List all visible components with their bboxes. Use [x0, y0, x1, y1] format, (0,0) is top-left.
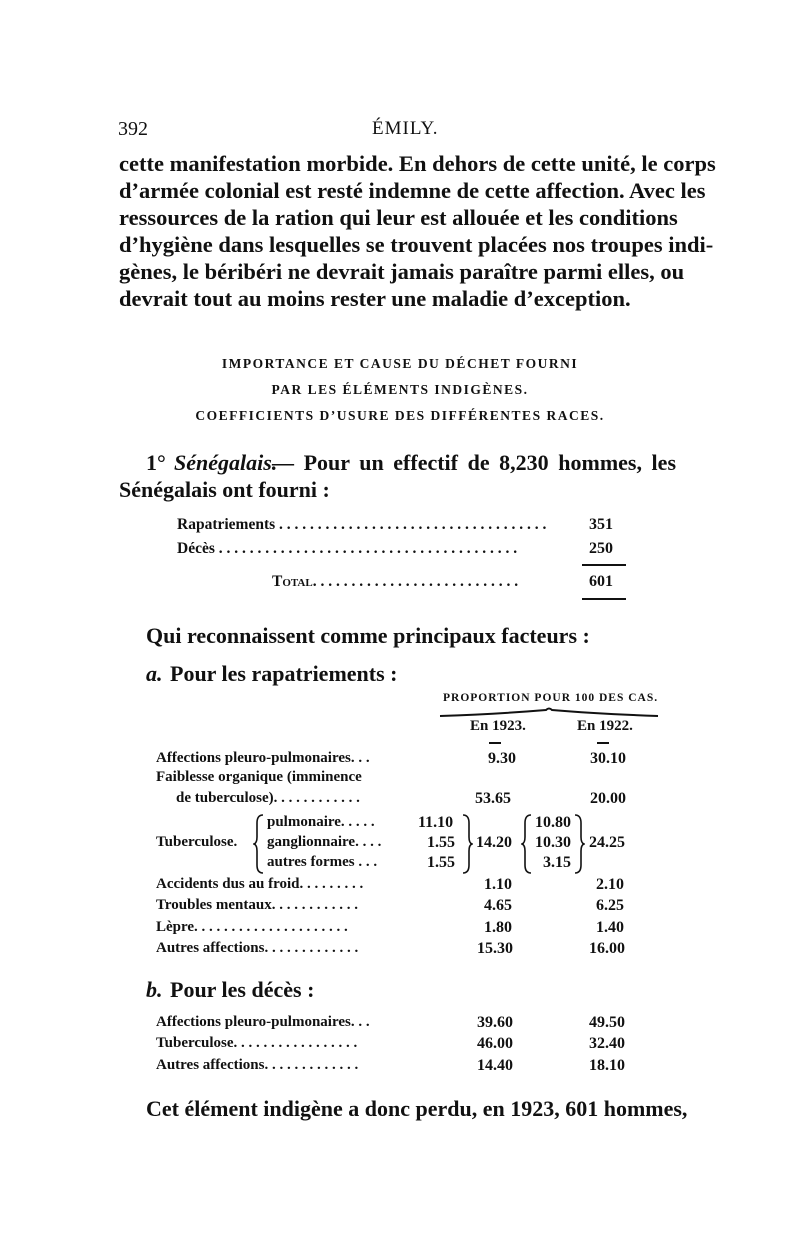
table-row-label: Tuberculose. . . . . . . . . . . . . . . . . [156, 1035, 358, 1051]
total-rule [582, 598, 626, 600]
dash [489, 742, 501, 744]
table-cell: 2.10 [596, 876, 624, 893]
table-cell: 49.50 [589, 1014, 625, 1031]
senegal-line-1: — Pour un effectif de 8,230 hommes, les [272, 450, 676, 475]
table-row-label: de tuberculose). . . . . . . . . . . . [176, 790, 360, 806]
senegal-number: 1° [146, 450, 166, 475]
dash [597, 742, 609, 744]
part-a-letter: a. [146, 661, 163, 686]
table-cell: 6.25 [596, 897, 624, 914]
part-a-title: Pour les rapatriements : [170, 661, 398, 686]
deces-label: Décès . . . . . . . . . . . . . . . . . . . . . . . . . . . . . . . . . . . . . . . [177, 540, 518, 557]
table-cell: 24.25 [589, 834, 625, 851]
intro-line: gènes, le béribéri ne devrait jamais paraître parmi elles, ou [119, 259, 685, 284]
section-heading-line: PAR LES ÉLÉMENTS INDIGÈNES. [271, 382, 529, 397]
table-row-label: Affections pleuro-pulmonaires. . . [156, 1014, 370, 1030]
table-cell: 39.60 [477, 1014, 513, 1031]
table-cell: 20.00 [590, 790, 626, 807]
table-row-label: Autres affections. . . . . . . . . . . . . [156, 1057, 359, 1073]
closing-line: Cet élément indigène a donc perdu, en 1923, 601 hommes, [146, 1096, 688, 1121]
tuberculose-label: Tuberculose. [156, 834, 238, 850]
intro-paragraph [119, 150, 716, 312]
tuberculose-sub-label: autres formes . . . [267, 854, 378, 870]
intro-line: cette manifestation morbide. En dehors de cette unité, le corps [119, 151, 716, 176]
table-cell: 18.10 [589, 1057, 625, 1074]
table-cell: 32.40 [589, 1035, 625, 1052]
left-brace [521, 813, 533, 875]
part-b-letter: b. [146, 977, 163, 1002]
table-row-label: Autres affections. . . . . . . . . . . . . [156, 940, 359, 956]
rapatriements-value: 351 [589, 516, 613, 533]
table-row-label: Lèpre. . . . . . . . . . . . . . . . . . . . . [156, 919, 348, 935]
table-row-label: Troubles mentaux. . . . . . . . . . . . [156, 897, 358, 913]
tuberculose-sub-label: pulmonaire. . . . . [267, 814, 375, 830]
deces-value: 250 [589, 540, 613, 557]
part-b-title: Pour les décès : [170, 977, 315, 1002]
table-cell: 16.00 [589, 940, 625, 957]
right-brace [573, 813, 585, 875]
table-cell: 1.40 [596, 919, 624, 936]
table-cell: 15.30 [477, 940, 513, 957]
table-cell: 10.30 [535, 834, 571, 851]
table-cell: 1.55 [427, 834, 455, 851]
table-cell: 14.40 [477, 1057, 513, 1074]
total-label: Total. . . . . . . . . . . . . . . . . . . . . . . . . . . [272, 573, 519, 590]
table-cell: 4.65 [484, 897, 512, 914]
sum-rule [582, 564, 626, 566]
column-header: PROPORTION POUR 100 DES CAS. [443, 692, 659, 704]
right-brace [461, 813, 473, 875]
intro-line: ressources de la ration qui leur est allouée et les conditions [119, 205, 678, 230]
tuberculose-sub-label: ganglionnaire. . . . [267, 834, 382, 850]
total-value: 601 [589, 573, 613, 590]
table-cell: 1.10 [484, 876, 512, 893]
table-row-label: Accidents dus au froid. . . . . . . . . [156, 876, 364, 892]
column-1922: En 1922. [577, 718, 633, 734]
section-heading-line: COEFFICIENTS D’USURE DES DIFFÉRENTES RACES. [195, 408, 605, 423]
section-heading-line: IMPORTANCE ET CAUSE DU DÉCHET FOURNI [221, 356, 579, 371]
senegal-line-2: Sénégalais ont fourni : [119, 477, 330, 502]
intro-line: d’armée colonial est resté indemne de cette affection. Avec les [119, 178, 706, 203]
table-cell: 14.20 [476, 834, 512, 851]
rapatriements-label: Rapatriements . . . . . . . . . . . . . . . . . . . . . . . . . . . . . . . . . . . [177, 516, 547, 533]
page-number: 392 [118, 118, 148, 140]
table-cell: 46.00 [477, 1035, 513, 1052]
senegal-name: Sénégalais. [174, 450, 278, 475]
table-cell: 9.30 [488, 750, 516, 767]
table-cell: 1.80 [484, 919, 512, 936]
table-cell: 11.10 [418, 814, 454, 831]
column-1923: En 1923. [470, 718, 526, 734]
intro-line: d’hygiène dans lesquelles se trouvent placées nos troupes indi- [119, 232, 714, 257]
table-cell: 53.65 [475, 790, 511, 807]
column-brace [438, 704, 660, 718]
table-cell: 1.55 [427, 854, 455, 871]
left-brace [253, 813, 265, 875]
running-title: ÉMILY. [372, 118, 439, 139]
table-row-label: Affections pleuro-pulmonaires. . . [156, 750, 370, 766]
intro-line: devrait tout au moins rester une maladie d’exception. [119, 286, 631, 311]
table-row-label: Faiblesse organique (imminence [156, 769, 362, 785]
table-cell: 3.15 [543, 854, 571, 871]
table-cell: 30.10 [590, 750, 626, 767]
table-cell: 10.80 [535, 814, 571, 831]
factors-intro: Qui reconnaissent comme principaux facteurs : [146, 623, 590, 648]
